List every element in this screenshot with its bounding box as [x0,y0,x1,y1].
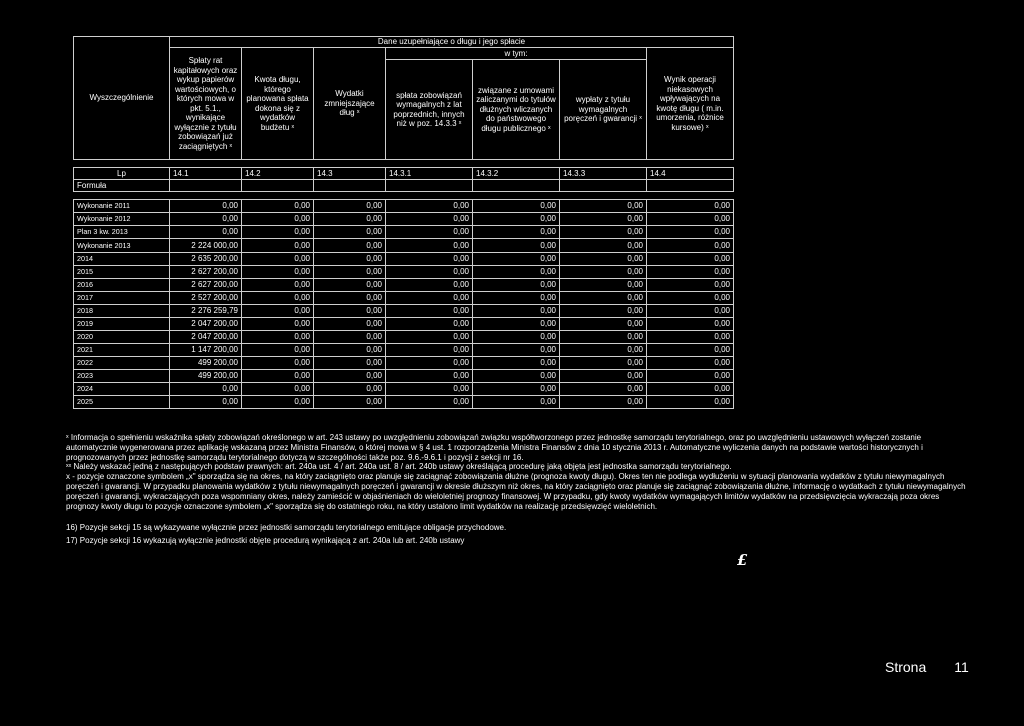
header-col-14-2: Kwota długu, którego planowana spłata dokona się z wydatków budżetu ˣ [242,48,314,160]
value-cell: 0,00 [242,213,314,226]
value-cell: 2 527 200,00 [170,292,242,305]
value-cell: 0,00 [560,383,647,396]
value-cell: 2 047 200,00 [170,331,242,344]
row-label: 2014 [74,253,170,266]
value-cell: 0,00 [314,200,386,213]
value-cell: 0,00 [170,396,242,409]
value-cell: 0,00 [473,200,560,213]
header-col-14-4: Wynik operacji niekasowych wpływających na kwotę długu ( m.in. umorzenia, różnice kursowe) ˣ [647,48,734,160]
lp-row [74,168,734,180]
value-cell: 0,00 [242,226,314,239]
page-value: 11 [954,659,969,675]
header-group-title: Dane uzupełniające o długu i jego spłacie [170,37,734,48]
value-cell: 0,00 [386,226,473,239]
table-row [74,344,734,357]
value-cell: 0,00 [170,383,242,396]
value-cell: 0,00 [242,396,314,409]
value-cell: 0,00 [560,239,647,253]
value-cell: 0,00 [647,305,734,318]
value-cell: 0,00 [647,318,734,331]
value-cell: 0,00 [242,318,314,331]
value-cell: 0,00 [386,253,473,266]
value-cell: 0,00 [386,357,473,370]
value-cell: 0,00 [242,279,314,292]
value-cell: 0,00 [647,292,734,305]
value-cell: 0,00 [314,292,386,305]
row-label: 2016 [74,279,170,292]
table-row [74,200,734,213]
value-cell: 0,00 [386,305,473,318]
row-label: 2024 [74,383,170,396]
value-cell: 2 627 200,00 [170,266,242,279]
value-cell: 0,00 [242,266,314,279]
value-cell: 0,00 [560,396,647,409]
footnote-16: 16) Pozycje sekcji 15 są wykazywane wyłącznie przez jednostki samorządu terytorialnego emitujące obligacje przychodowe. [66,523,507,533]
row-label: 2022 [74,357,170,370]
value-cell: 0,00 [242,357,314,370]
value-cell: 0,00 [647,226,734,239]
signature-mark: £ [737,551,748,569]
header-col-14-3-3: wypłaty z tytułu wymagalnych poręczeń i gwarancji ˣ [560,60,647,160]
value-cell: 0,00 [473,253,560,266]
value-cell: 0,00 [647,200,734,213]
table-row [74,357,734,370]
value-cell: 0,00 [314,279,386,292]
formula-label: Formuła [74,180,170,192]
value-cell: 0,00 [386,344,473,357]
value-cell: 0,00 [473,357,560,370]
lp-cell: 14.4 [647,168,734,180]
value-cell: 0,00 [560,226,647,239]
value-cell: 0,00 [473,344,560,357]
lp-cell: 14.3.1 [386,168,473,180]
value-cell: 0,00 [386,213,473,226]
value-cell: 0,00 [386,292,473,305]
value-cell: 0,00 [560,370,647,383]
row-label: 2019 [74,318,170,331]
value-cell: 0,00 [386,383,473,396]
value-cell: 0,00 [242,305,314,318]
value-cell: 2 224 000,00 [170,239,242,253]
value-cell: 0,00 [560,253,647,266]
table-row [74,266,734,279]
value-cell: 0,00 [473,279,560,292]
value-cell: 0,00 [314,213,386,226]
value-cell: 0,00 [647,396,734,409]
formula-row [74,180,734,192]
lp-cell: 14.1 [170,168,242,180]
page-number [885,659,997,675]
value-cell: 0,00 [473,266,560,279]
value-cell: 0,00 [386,239,473,253]
value-cell: 0,00 [314,370,386,383]
header-col-14-3: Wydatki zmniejszające dług ˣ [314,48,386,160]
value-cell: 0,00 [242,370,314,383]
value-cell: 0,00 [473,318,560,331]
value-cell: 0,00 [314,305,386,318]
value-cell: 0,00 [473,226,560,239]
value-cell: 0,00 [647,344,734,357]
value-cell: 0,00 [560,200,647,213]
value-cell: 0,00 [647,239,734,253]
row-label: 2023 [74,370,170,383]
value-cell: 0,00 [473,305,560,318]
value-cell: 0,00 [473,370,560,383]
table-row [74,292,734,305]
row-label: 2018 [74,305,170,318]
value-cell: 0,00 [314,344,386,357]
page-label: Strona [885,659,927,675]
value-cell: 0,00 [386,266,473,279]
value-cell: 0,00 [473,239,560,253]
value-cell: 0,00 [386,318,473,331]
value-cell: 0,00 [314,318,386,331]
footnote-xx: ˣˣ Należy wskazać jedną z następujących podstaw prawnych: art. 240a ust. 4 / art. 240a ust. 8 / art. 240b ustawy określającą procedurę jaką objęta jest jednostka samorządu terytorialnego. [66,462,732,472]
value-cell: 0,00 [314,357,386,370]
table-row [74,253,734,266]
value-cell: 0,00 [560,292,647,305]
value-cell: 0,00 [647,213,734,226]
value-cell: 499 200,00 [170,357,242,370]
value-cell: 0,00 [647,253,734,266]
value-cell: 0,00 [386,200,473,213]
header-subgroup-title: w tym: [386,48,647,60]
table-row [74,305,734,318]
table-row [74,370,734,383]
value-cell: 0,00 [242,200,314,213]
value-cell: 0,00 [314,396,386,409]
table-row [74,279,734,292]
value-cell: 0,00 [473,213,560,226]
table-row [74,239,734,253]
table-row [74,318,734,331]
value-cell: 0,00 [314,266,386,279]
footnotes [66,433,966,546]
value-cell: 0,00 [473,331,560,344]
lp-cell: 14.3.3 [560,168,647,180]
value-cell: 0,00 [314,239,386,253]
value-cell: 0,00 [560,357,647,370]
header-col-14-3-1: spłata zobowiązań wymagalnych z lat poprzednich, innych niż w poz. 14.3.3 ˣ [386,60,473,160]
value-cell: 0,00 [314,331,386,344]
header-col-14-1: Spłaty rat kapitałowych oraz wykup papierów wartościowych, o których mowa w pkt. 5.1., wynikające wyłącznie z tytułu zobowiązań już zaciągniętych ˣ [170,48,242,160]
lp-cell: 14.3.2 [473,168,560,180]
value-cell: 1 147 200,00 [170,344,242,357]
value-cell: 0,00 [560,305,647,318]
table-row [74,396,734,409]
value-cell: 0,00 [473,383,560,396]
value-cell: 0,00 [170,213,242,226]
value-cell: 0,00 [560,279,647,292]
value-cell: 0,00 [386,396,473,409]
value-cell: 0,00 [242,239,314,253]
row-label: Plan 3 kw. 2013 [74,226,170,239]
value-cell: 0,00 [560,331,647,344]
value-cell: 2 635 200,00 [170,253,242,266]
value-cell: 0,00 [473,292,560,305]
value-cell: 0,00 [473,396,560,409]
lp-label: Lp [74,168,170,180]
data-rows [74,200,734,409]
value-cell: 0,00 [386,370,473,383]
value-cell: 0,00 [647,279,734,292]
value-cell: 0,00 [560,318,647,331]
value-cell: 0,00 [647,370,734,383]
value-cell: 0,00 [314,383,386,396]
footnote-17: 17) Pozycje sekcji 16 wykazują wyłącznie jednostki objęte procedurą wynikającą z art. 240a lub art. 240b ustawy [66,536,465,546]
value-cell: 0,00 [314,253,386,266]
value-cell: 0,00 [242,292,314,305]
value-cell: 0,00 [647,357,734,370]
lp-cell: 14.2 [242,168,314,180]
value-cell: 2 276 259,79 [170,305,242,318]
lp-cell: 14.3 [314,168,386,180]
debt-table [73,36,734,409]
table-row [74,331,734,344]
value-cell: 0,00 [170,226,242,239]
row-label: Wykonanie 2011 [74,200,170,213]
value-cell: 2 047 200,00 [170,318,242,331]
value-cell: 499 200,00 [170,370,242,383]
value-cell: 2 627 200,00 [170,279,242,292]
value-cell: 0,00 [242,383,314,396]
footnote-x-symbol: x - pozycje oznaczone symbolem „x" sporządza się na okres, na który zaciągnięto oraz planuje się zaciągnąć zobowiązania dłużne (prognoza kwoty długu). Okres ten nie podlega wydłużeniu w sytuacji planowania wydatków z tytułu niewymagalnych poręczeń i gwarancji. W przypadku planowania wydatków z tytułu niewymagalnych poręczeń i gwarancji w okresie dłuższym niż okres, na który zaciągnięto oraz planuje się zaciągnąć zobowiązania dłużne, informację o wydatkach z tytułu niewymagalnych poręczeń i gwarancji, wykraczających poza wspomniany okres, należy zamieścić w objaśnieniach do wieloletniej prognozy finansowej. W przypadku, gdy kwoty wydatków wymagających limitów wydatków na przedsięwzięcia wykraczają poza okres prognozy kwoty długu to pozycje oznaczone symbolem „x" sporządza się do ostatniego roku, na który ustalono limit wydatków na realizację przedsięwzięć wieloletnich. [66,472,966,511]
value-cell: 0,00 [560,213,647,226]
table-row [74,226,734,239]
row-label: Wykonanie 2013 [74,239,170,253]
value-cell: 0,00 [386,279,473,292]
row-label: 2017 [74,292,170,305]
row-label: 2021 [74,344,170,357]
value-cell: 0,00 [170,200,242,213]
footnote-x: ˣ Informacja o spełnieniu wskaźnika spłaty zobowiązań określonego w art. 243 ustawy po uwzględnieniu zobowiązań związku współtworzonego przez jednostkę samorządu terytorialnego, oraz po uwzględnieniu ustawowych wyłączeń zostanie automatycznie wygenerowana przez aplikację wskazaną przez Ministra Finansów, o której mowa w § 4 ust. 1 rozporządzenia Ministra Finansów z dnia 10 stycznia 2013 r. Automatyczne wyliczenia danych na podstawie wartości historycznych i prognozowanych przez jednostkę samorządu terytorialnego dotyczą w szczególności także poz. 9.6.-9.6.1 i pozycji z sekcji nr 16. [66,433,923,462]
value-cell: 0,00 [647,331,734,344]
value-cell: 0,00 [386,331,473,344]
row-label: 2020 [74,331,170,344]
value-cell: 0,00 [560,266,647,279]
value-cell: 0,00 [647,266,734,279]
header-col-wyszczegolnienie: Wyszczególnienie [74,37,170,160]
row-label: Wykonanie 2012 [74,213,170,226]
row-label: 2015 [74,266,170,279]
value-cell: 0,00 [242,331,314,344]
table-row [74,383,734,396]
value-cell: 0,00 [242,253,314,266]
header-col-14-3-2: związane z umowami zaliczanymi do tytułów dłużnych wliczanych do państwowego długu publicznego ˣ [473,60,560,160]
value-cell: 0,00 [647,383,734,396]
row-label: 2025 [74,396,170,409]
value-cell: 0,00 [560,344,647,357]
value-cell: 0,00 [242,344,314,357]
table-row [74,213,734,226]
value-cell: 0,00 [314,226,386,239]
